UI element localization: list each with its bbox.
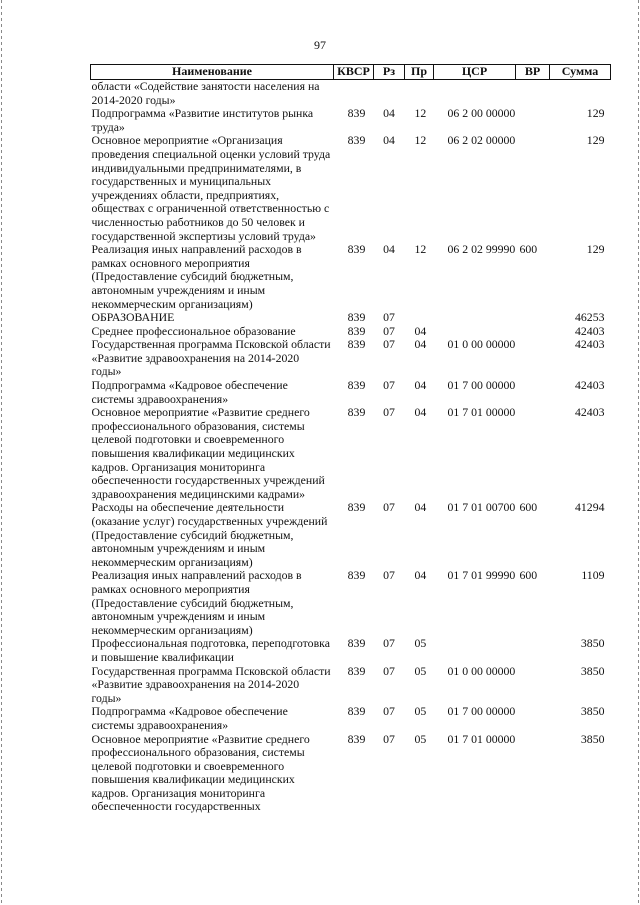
- cell-vr: 600: [519, 242, 538, 257]
- cell-rz: 07: [383, 310, 395, 325]
- cell-pr: [405, 80, 434, 108]
- table-row: [91, 379, 611, 406]
- cell-sum: 3850: [580, 704, 605, 719]
- cell-kvsr: 839: [347, 106, 366, 121]
- cell-rz: 07: [383, 731, 395, 746]
- cell-pr: 12: [414, 106, 427, 121]
- header-sum: Сумма: [550, 65, 611, 80]
- cell-name: Среднее профессиональное образование: [91, 323, 296, 338]
- cell-pr: [405, 311, 434, 325]
- table-row: [91, 134, 611, 243]
- table-row: [91, 705, 611, 732]
- cell-sum: 3850: [580, 663, 605, 678]
- cell-sum: 129: [586, 106, 605, 121]
- page-number: 97: [314, 38, 326, 52]
- cell-kvsr: 839: [347, 405, 366, 420]
- cell-pr: 04: [414, 337, 427, 352]
- cell-kvsr: 839: [347, 500, 366, 515]
- cell-csr: [434, 325, 516, 339]
- cell-pr: 05: [414, 663, 427, 678]
- cell-vr: [516, 379, 550, 406]
- header-kvsr: КВСР: [334, 65, 374, 80]
- cell-csr: 01 7 01 00700: [447, 500, 516, 515]
- cell-sum: 46253: [575, 310, 605, 325]
- table-row: [91, 243, 611, 311]
- cell-name: ОБРАЗОВАНИЕ: [91, 310, 175, 325]
- cell-rz: 07: [383, 337, 395, 352]
- cell-sum: 41294: [575, 500, 605, 515]
- cell-name: Государственная программа Псковской области «Развитие здравоохранения на 2014-2020 годы»: [91, 663, 331, 705]
- cell-csr: 01 7 01 00000: [447, 731, 516, 746]
- cell-rz: 07: [383, 636, 395, 651]
- cell-sum: 129: [586, 133, 605, 148]
- scan-edge-left: [1, 0, 2, 905]
- cell-pr: 05: [414, 704, 427, 719]
- cell-rz: 07: [383, 663, 395, 678]
- header-vr: ВР: [516, 65, 550, 80]
- cell-csr: 01 7 01 99990: [447, 568, 516, 583]
- cell-vr: 600: [519, 568, 538, 583]
- cell-rz: 07: [383, 500, 395, 515]
- table-row: [91, 665, 611, 706]
- table-row: [91, 311, 611, 325]
- cell-vr: [516, 107, 550, 134]
- cell-kvsr: 839: [347, 310, 366, 325]
- cell-pr: 12: [414, 133, 427, 148]
- table-row: [91, 733, 611, 815]
- cell-csr: 01 7 00 00000: [447, 704, 516, 719]
- cell-name: Расходы на обеспечение деятельности (оказание услуг) государственных учреждений (Предоставление субсидий бюджетным, автономным учреждениям и иным некоммерческим организациям): [91, 500, 328, 569]
- cell-kvsr: 839: [347, 636, 366, 651]
- cell-csr: [434, 637, 516, 664]
- cell-rz: 07: [383, 704, 395, 719]
- cell-kvsr: 839: [347, 242, 366, 257]
- cell-vr: [516, 406, 550, 501]
- table-row: [91, 569, 611, 637]
- cell-csr: 01 7 00 00000: [447, 378, 516, 393]
- cell-vr: [516, 637, 550, 664]
- cell-pr: 12: [414, 242, 427, 257]
- cell-csr: [434, 80, 516, 108]
- cell-sum: 42403: [575, 405, 605, 420]
- cell-vr: [516, 338, 550, 379]
- cell-name: Подпрограмма «Кадровое обеспечение системы здравоохранения»: [91, 378, 288, 406]
- cell-name: Подпрограмма «Кадровое обеспечение системы здравоохранения»: [91, 704, 288, 732]
- cell-vr: [516, 325, 550, 339]
- table-header-row: [91, 65, 611, 80]
- cell-pr: 05: [414, 636, 427, 651]
- cell-vr: 600: [519, 500, 538, 515]
- cell-kvsr: 839: [347, 133, 366, 148]
- cell-kvsr: 839: [347, 568, 366, 583]
- cell-sum: 129: [586, 242, 605, 257]
- cell-kvsr: 839: [347, 323, 366, 338]
- cell-rz: 07: [383, 323, 395, 338]
- cell-csr: 01 7 01 00000: [447, 405, 516, 420]
- cell-kvsr: 839: [347, 731, 366, 746]
- cell-pr: 04: [414, 405, 427, 420]
- cell-sum: [550, 80, 611, 108]
- cell-rz: 07: [383, 378, 395, 393]
- cell-sum: 3850: [580, 636, 605, 651]
- cell-csr: 06 2 02 00000: [447, 133, 516, 148]
- table-row: [91, 406, 611, 501]
- cell-pr: 04: [414, 500, 427, 515]
- cell-name: области «Содействие занятости населения на 2014-2020 годы»: [91, 79, 320, 107]
- cell-rz: 07: [383, 405, 395, 420]
- cell-pr: 05: [414, 731, 427, 746]
- table-row: [91, 107, 611, 134]
- header-pr: Пр: [405, 65, 434, 80]
- cell-rz: 04: [383, 106, 395, 121]
- cell-pr: 04: [414, 378, 427, 393]
- header-rz: Рз: [374, 65, 405, 80]
- cell-sum: 42403: [575, 323, 605, 338]
- cell-csr: 01 0 00 00000: [447, 663, 516, 678]
- cell-vr: [516, 733, 550, 815]
- cell-kvsr: 839: [347, 663, 366, 678]
- cell-csr: 06 2 02 99990: [447, 242, 516, 257]
- cell-name: Основное мероприятие «Организация проведения специальной оценки условий труда индивидуальными предпринимателями, в государственных и муниципальных учреждениях области, предприятиях, обществах с ограниченной ответственностью с численностью работников до 50 человек и государственной экспертизы условий труда»: [91, 133, 331, 243]
- cell-name: Государственная программа Псковской области «Развитие здравоохранения на 2014-2020 годы»: [91, 337, 331, 379]
- table-row: [91, 80, 611, 108]
- cell-vr: [516, 80, 550, 108]
- cell-vr: [516, 665, 550, 706]
- budget-table: [90, 64, 611, 814]
- table-row: [91, 325, 611, 339]
- cell-kvsr: 839: [347, 337, 366, 352]
- cell-sum: 42403: [575, 337, 605, 352]
- cell-pr: 04: [414, 568, 427, 583]
- cell-kvsr: [334, 80, 374, 108]
- cell-sum: 3850: [580, 731, 605, 746]
- header-csr: ЦСР: [434, 65, 516, 80]
- cell-csr: [434, 311, 516, 325]
- table-row: [91, 338, 611, 379]
- cell-name: Профессиональная подготовка, переподготовка и повышение квалификации: [91, 636, 330, 664]
- table-row: [91, 501, 611, 569]
- cell-kvsr: 839: [347, 378, 366, 393]
- cell-kvsr: 839: [347, 704, 366, 719]
- cell-rz: [374, 80, 405, 108]
- cell-pr: 04: [414, 323, 427, 338]
- cell-vr: [516, 134, 550, 243]
- cell-rz: 04: [383, 133, 395, 148]
- cell-name: Реализация иных направлений расходов в рамках основного мероприятия (Предоставление субсидий бюджетным, автономным учреждениям и иным некоммерческим организациям): [91, 242, 302, 311]
- cell-vr: [516, 705, 550, 732]
- cell-name: Основное мероприятие «Развитие среднего профессионального образования, системы целевой подготовки и своевременного повышения квалификации медицинских кадров. Организация мониторинга обеспеченности государственных: [91, 731, 310, 814]
- cell-csr: 01 0 00 00000: [447, 337, 516, 352]
- header-name: Наименование: [91, 65, 334, 80]
- cell-name: Подпрограмма «Развитие институтов рынка труда»: [91, 106, 314, 134]
- table-row: [91, 637, 611, 664]
- cell-rz: 07: [383, 568, 395, 583]
- cell-vr: [516, 311, 550, 325]
- cell-rz: 04: [383, 242, 395, 257]
- cell-name: Реализация иных направлений расходов в рамках основного мероприятия (Предоставление субсидий бюджетным, автономным учреждениям и иным некоммерческим организациям): [91, 568, 302, 637]
- cell-sum: 42403: [575, 378, 605, 393]
- scan-edge-right: [638, 0, 639, 905]
- cell-name: Основное мероприятие «Развитие среднего профессионального образования, системы целевой подготовки и своевременного повышения квалификации медицинских кадров. Организация мониторинга обеспеченности государственных учреждений здравоохранения медицинскими кадрами»: [91, 405, 325, 501]
- cell-csr: 06 2 00 00000: [447, 106, 516, 121]
- cell-sum: 1109: [581, 568, 605, 583]
